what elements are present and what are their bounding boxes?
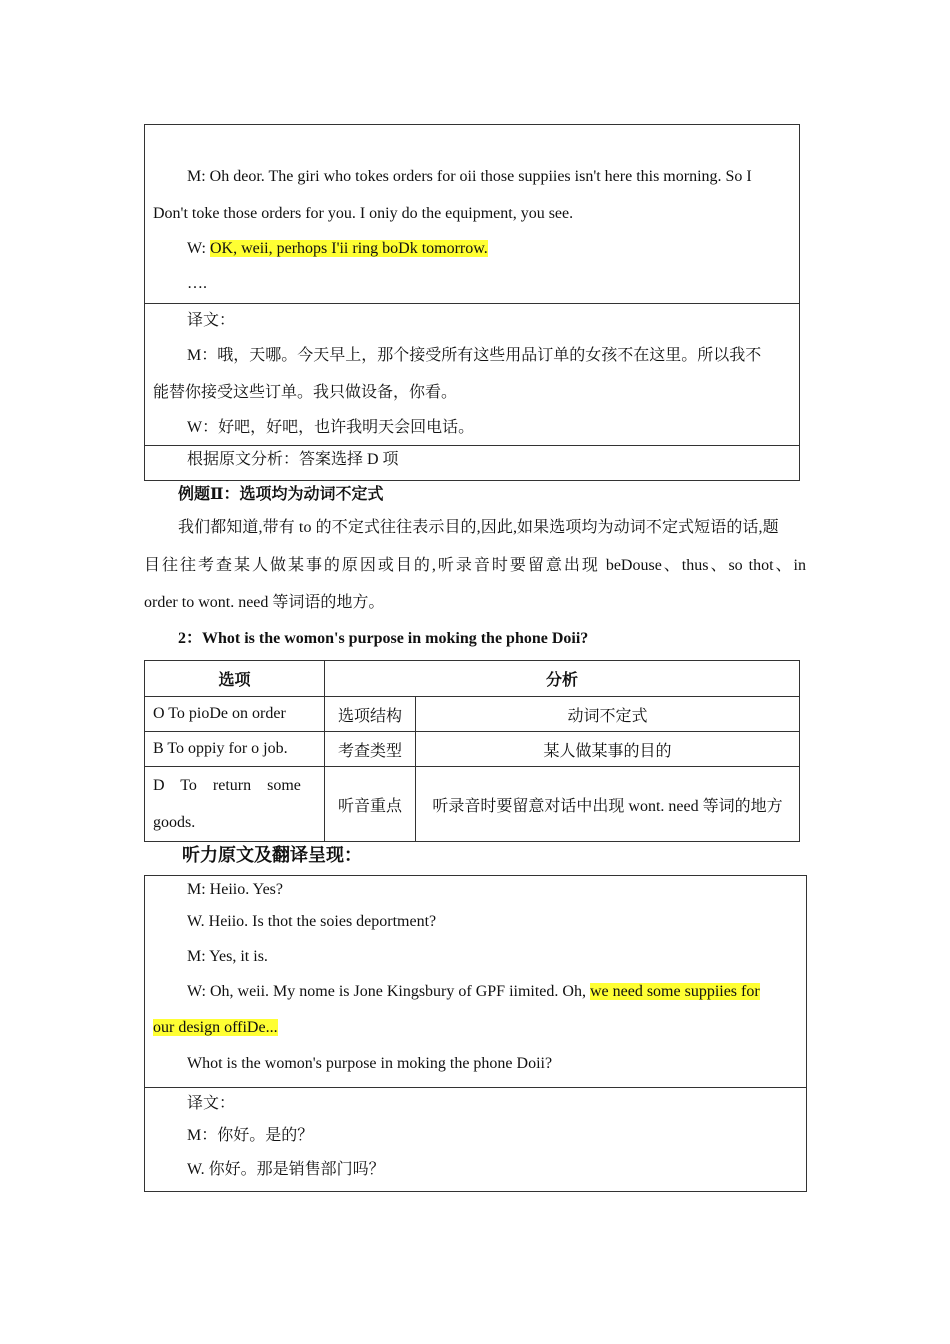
table-header-row xyxy=(145,661,800,697)
translation-line: 能替你接受这些订单。我只做设备，你看。 xyxy=(153,384,458,401)
option-cell: B To oppiy for o job. xyxy=(145,732,325,767)
value-cell: 听录音时要留意对话中出现 wont. need 等词的地方 xyxy=(416,767,800,842)
dialogue-english xyxy=(145,125,799,303)
analysis-text: 根据原文分析：答案选择 D 项 xyxy=(187,451,399,468)
option-cell xyxy=(145,767,325,842)
label-cell: 选项结构 xyxy=(325,697,416,732)
highlighted-text: our design offiDe... xyxy=(153,1019,278,1036)
dialogue-line xyxy=(145,232,799,266)
dialogue-translation xyxy=(145,1087,806,1191)
translation-line: M：哦，天哪。今天早上，那个接受所有这些用品订单的女孩不在这里。所以我不 xyxy=(187,347,762,364)
dialogue-text: W: Oh, weii. My nome is Jone Kingsbury of GPF iimited. Oh, xyxy=(187,983,590,1000)
paragraph-line xyxy=(144,554,806,578)
value-cell: 动词不定式 xyxy=(416,697,800,732)
dialogue-box-2 xyxy=(144,875,807,1192)
question-2: 2：Whot is the womon's purpose in moking the phone Doii? xyxy=(178,630,589,647)
example-heading: 例题Ⅱ：选项均为动词不定式 xyxy=(178,486,384,503)
option-text-line: D To return some xyxy=(153,777,301,794)
dialogue-translation xyxy=(145,303,799,445)
section-title: 听力原文及翻译呈现： xyxy=(182,845,362,865)
paragraph-line: order to wont. need 等词语的地方。 xyxy=(144,594,385,611)
value-cell: 某人做某事的目的 xyxy=(416,732,800,767)
dialogue-line: M: Heiio. Yes? xyxy=(187,881,284,898)
paragraph-line: 我们都知道,带有 to 的不定式往往表示目的,因此,如果选项均为动词不定式短语的话,题 xyxy=(178,519,779,536)
dialogue-box-1 xyxy=(144,124,800,481)
options-table xyxy=(144,660,800,842)
translation-line: M：你好。是的？ xyxy=(187,1127,314,1144)
dialogue-line xyxy=(145,974,806,1009)
label-cell: 考查类型 xyxy=(325,732,416,767)
dialogue-english xyxy=(145,876,806,1087)
highlighted-text: OK, weii, perhops I'ii ring boDk tomorrow. xyxy=(209,240,488,257)
dialogue-line: Whot is the womon's purpose in moking the phone Doii? xyxy=(187,1055,553,1072)
translation-line: W. 你好。那是销售部门吗？ xyxy=(187,1161,385,1178)
translation-label: 译文： xyxy=(187,312,236,329)
dialogue-line xyxy=(145,1009,806,1047)
option-text-line: goods. xyxy=(153,814,196,831)
analysis-row xyxy=(145,445,799,480)
label-cell: 听音重点 xyxy=(325,767,416,842)
option-cell: O To pioDe on order xyxy=(145,697,325,732)
dialogue-line: M: Yes, it is. xyxy=(187,948,268,965)
header-option: 选项 xyxy=(145,661,325,697)
translation-label: 译文： xyxy=(187,1095,236,1112)
table-row xyxy=(145,732,800,767)
translation-line: W：好吧，好吧，也许我明天会回电话。 xyxy=(187,419,475,436)
highlighted-text: we need some suppiies for xyxy=(589,983,760,1000)
header-analysis: 分析 xyxy=(325,661,800,697)
table-row xyxy=(145,767,800,842)
dialogue-line: W. Heiio. Is thot the soies deportment? xyxy=(187,913,437,930)
dialogue-line: M: Oh deor. The giri who tokes orders for oii those suppiies isn't here this morning. So I xyxy=(187,168,752,185)
table-row xyxy=(145,697,800,732)
paragraph-line-text: 目往往考查某人做某事的原因或目的,听录音时要留意出现 beDouse、thus、so thot、in xyxy=(144,557,806,574)
dialogue-line: Don't toke those orders for you. I oniy do the equipment, you see. xyxy=(153,205,574,222)
speaker-label: W: xyxy=(187,240,210,257)
ellipsis: …. xyxy=(187,275,207,292)
